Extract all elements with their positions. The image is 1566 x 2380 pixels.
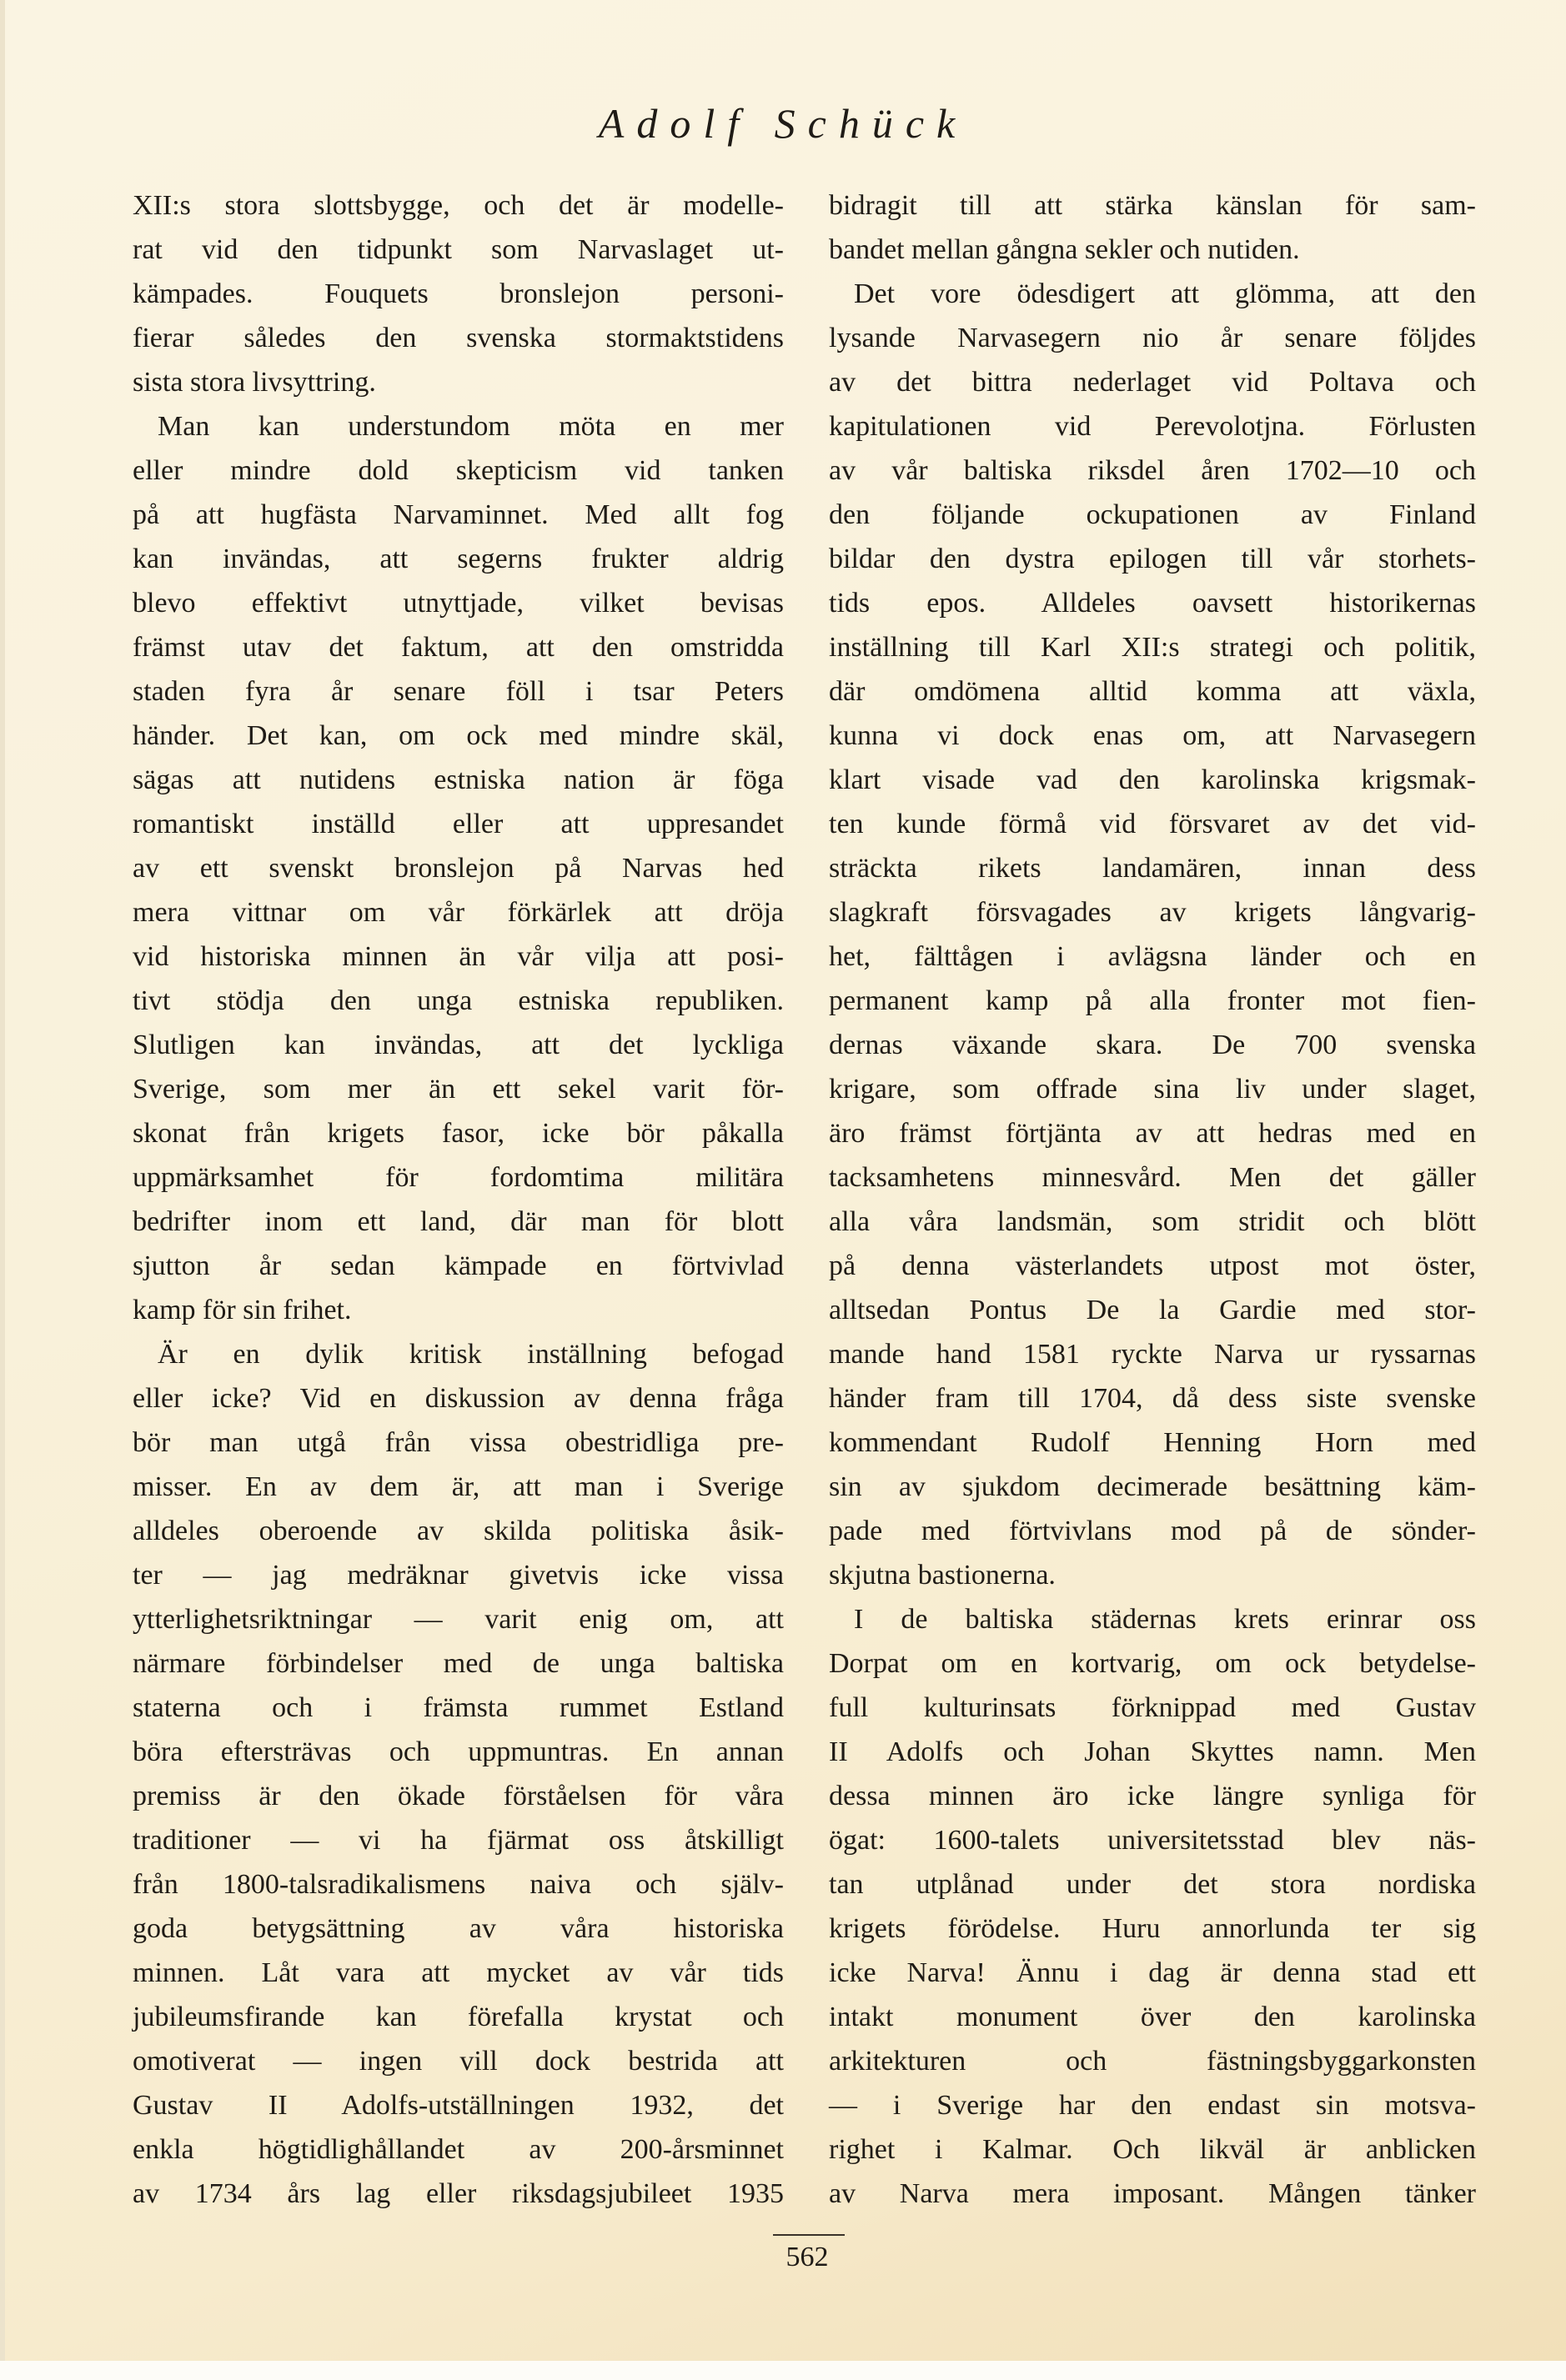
text-line: bandet mellan gångna sekler och nutiden. xyxy=(829,234,1300,265)
text-line: tivt stödja den unga estniska republiken. xyxy=(133,985,784,1016)
text-line: händer. Det kan, om ock med mindre skäl, xyxy=(133,720,784,751)
text-line: kämpades. Fouquets bronslejon personi- xyxy=(133,278,784,309)
text-line: I de baltiska städernas krets erinrar oss xyxy=(854,1604,1476,1635)
text-line: full kulturinsats förknippad med Gustav xyxy=(829,1692,1476,1723)
text-line: på denna västerlandets utpost mot öster, xyxy=(829,1250,1476,1281)
text-column-left xyxy=(133,183,784,2216)
text-line: böra eftersträvas och uppmuntras. En annan xyxy=(133,1736,784,1767)
text-line: Slutligen kan invändas, att det lyckliga xyxy=(133,1030,784,1060)
text-line: romantiskt inställd eller att uppresandet xyxy=(133,809,784,839)
text-line: righet i Kalmar. Och likväl är anblicken xyxy=(829,2134,1476,2165)
text-line: alldeles oberoende av skilda politiska åsik- xyxy=(133,1516,784,1546)
running-head: Adolf Schück xyxy=(598,100,968,147)
text-line: skonat från krigets fasor, icke bör påkalla xyxy=(133,1118,784,1149)
text-line: klart visade vad den karolinska krigsmak- xyxy=(829,764,1476,795)
text-line: alla våra landsmän, som stridit och blött xyxy=(829,1206,1476,1237)
text-line: kapitulationen vid Perevolotjna. Förlusten xyxy=(829,411,1476,442)
text-line: bedrifter inom ett land, där man för blott xyxy=(133,1206,784,1237)
text-line: på att hugfästa Narvaminnet. Med allt fog xyxy=(133,499,784,530)
text-line: av det bittra nederlaget vid Poltava och xyxy=(829,367,1476,398)
text-line: ytterlighetsriktningar — varit enig om, att xyxy=(133,1604,784,1635)
text-line: blevo effektivt utnyttjade, vilket bevisas xyxy=(133,588,784,619)
text-line: skjutna bastionerna. xyxy=(829,1560,1056,1591)
text-line: jubileumsfirande kan förefalla krystat och xyxy=(133,2002,784,2032)
text-line: staterna och i främsta rummet Estland xyxy=(133,1692,784,1723)
text-line: eller icke? Vid en diskussion av denna fråga xyxy=(133,1383,784,1414)
page-number: 562 xyxy=(786,2242,829,2272)
text-line: permanent kamp på alla fronter mot fien- xyxy=(829,985,1476,1016)
text-line: av vår baltiska riksdel åren 1702—10 och xyxy=(829,455,1476,486)
text-line: pade med förtvivlans mod på de sönder- xyxy=(829,1516,1476,1546)
text-line: alltsedan Pontus De la Gardie med stor- xyxy=(829,1295,1476,1325)
text-line: inställning till Karl XII:s strategi och politik, xyxy=(829,632,1476,663)
text-line: dessa minnen äro icke längre synliga för xyxy=(829,1781,1476,1811)
text-line: tan utplånad under det stora nordiska xyxy=(829,1869,1476,1900)
text-line: närmare förbindelser med de unga baltiska xyxy=(133,1648,784,1679)
text-line: främst utav det faktum, att den omstridda xyxy=(133,632,784,663)
text-line: ten kunde förmå vid försvaret av det vid- xyxy=(829,809,1476,839)
text-line: arkitekturen och fästningsbyggarkonsten xyxy=(829,2046,1476,2077)
text-line: kamp för sin frihet. xyxy=(133,1295,352,1325)
text-line: krigets förödelse. Huru annorlunda ter sig xyxy=(829,1913,1476,1944)
text-line: traditioner — vi ha fjärmat oss åtskilligt xyxy=(133,1825,784,1856)
text-line: där omdömena alltid komma att växla, xyxy=(829,676,1476,707)
text-line: sjutton år sedan kämpade en förtvivlad xyxy=(133,1250,784,1281)
text-column-right xyxy=(829,183,1476,2216)
text-line: eller mindre dold skepticism vid tanken xyxy=(133,455,784,486)
text-line: från 1800-talsradikalismens naiva och själv- xyxy=(133,1869,784,1900)
text-line: bildar den dystra epilogen till vår storhets- xyxy=(829,544,1476,574)
text-line: XII:s stora slottsbygge, och det är modelle- xyxy=(133,190,784,221)
text-line: uppmärksamhet för fordomtima militära xyxy=(133,1162,784,1193)
text-line: av ett svenskt bronslejon på Narvas hed xyxy=(133,853,784,884)
text-line: av Narva mera imposant. Mången tänker xyxy=(829,2178,1476,2209)
page-edge-bottom xyxy=(0,2361,1566,2380)
page-edge-left xyxy=(0,0,5,2380)
text-line: kunna vi dock enas om, att Narvasegern xyxy=(829,720,1476,751)
text-line: sin av sjukdom decimerade besättning käm- xyxy=(829,1471,1476,1502)
text-line: ögat: 1600-talets universitetsstad blev näs- xyxy=(829,1825,1476,1856)
text-line: äro främst förtjänta av att hedras med en xyxy=(829,1118,1476,1149)
text-line: intakt monument över den karolinska xyxy=(829,2002,1476,2032)
text-line: omotiverat — ingen vill dock bestrida att xyxy=(133,2046,784,2077)
text-line: sägas att nutidens estniska nation är föga xyxy=(133,764,784,795)
text-line: II Adolfs och Johan Skyttes namn. Men xyxy=(829,1736,1476,1767)
text-line: vid historiska minnen än vår vilja att posi- xyxy=(133,941,784,972)
text-line: staden fyra år senare föll i tsar Peters xyxy=(133,676,784,707)
text-line: enkla högtidlighållandet av 200-årsminnet xyxy=(133,2134,784,2165)
text-line: het, fälttågen i avlägsna länder och en xyxy=(829,941,1476,972)
text-line: premiss är den ökade förståelsen för våra xyxy=(133,1781,784,1811)
text-line: mande hand 1581 ryckte Narva ur ryssarnas xyxy=(829,1339,1476,1370)
text-line: den följande ockupationen av Finland xyxy=(829,499,1476,530)
text-line: Gustav II Adolfs-utställningen 1932, det xyxy=(133,2090,784,2121)
text-line: bidragit till att stärka känslan för sam- xyxy=(829,190,1476,221)
page-number-rule xyxy=(773,2234,845,2236)
text-line: Dorpat om en kortvarig, om ock betydelse- xyxy=(829,1648,1476,1679)
text-line: Är en dylik kritisk inställning befogad xyxy=(158,1339,784,1370)
text-line: misser. En av dem är, att man i Sverige xyxy=(133,1471,784,1502)
text-line: Sverige, som mer än ett sekel varit för- xyxy=(133,1074,784,1105)
text-line: bör man utgå från vissa obestridliga pre- xyxy=(133,1427,784,1458)
text-line: minnen. Låt vara att mycket av vår tids xyxy=(133,1957,784,1988)
text-line: mera vittnar om vår förkärlek att dröja xyxy=(133,897,784,928)
text-line: dernas växande skara. De 700 svenska xyxy=(829,1030,1476,1060)
text-line: — i Sverige har den endast sin motsva- xyxy=(829,2090,1476,2121)
text-line: Man kan understundom möta en mer xyxy=(158,411,784,442)
text-line: tids epos. Alldeles oavsett historikernas xyxy=(829,588,1476,619)
text-line: krigare, som offrade sina liv under slaget, xyxy=(829,1074,1476,1105)
text-line: lysande Narvasegern nio år senare följdes xyxy=(829,323,1476,353)
text-line: kommendant Rudolf Henning Horn med xyxy=(829,1427,1476,1458)
text-line: sträckta rikets landamären, innan dess xyxy=(829,853,1476,884)
text-line: tacksamhetens minnesvård. Men det gäller xyxy=(829,1162,1476,1193)
text-line: av 1734 års lag eller riksdagsjubileet 1935 xyxy=(133,2178,784,2209)
text-line: rat vid den tidpunkt som Narvaslaget ut- xyxy=(133,234,784,265)
text-line: goda betygsättning av våra historiska xyxy=(133,1913,784,1944)
text-line: icke Narva! Ännu i dag är denna stad ett xyxy=(829,1957,1476,1988)
text-line: slagkraft försvagades av krigets långvarig- xyxy=(829,897,1476,928)
text-line: Det vore ödesdigert att glömma, att den xyxy=(854,278,1476,309)
text-line: händer fram till 1704, då dess siste svenske xyxy=(829,1383,1476,1414)
text-line: kan invändas, att segerns frukter aldrig xyxy=(133,544,784,574)
text-line: ter — jag medräknar givetvis icke vissa xyxy=(133,1560,784,1591)
text-line: sista stora livsyttring. xyxy=(133,367,376,398)
text-line: fierar således den svenska stormaktstidens xyxy=(133,323,784,353)
